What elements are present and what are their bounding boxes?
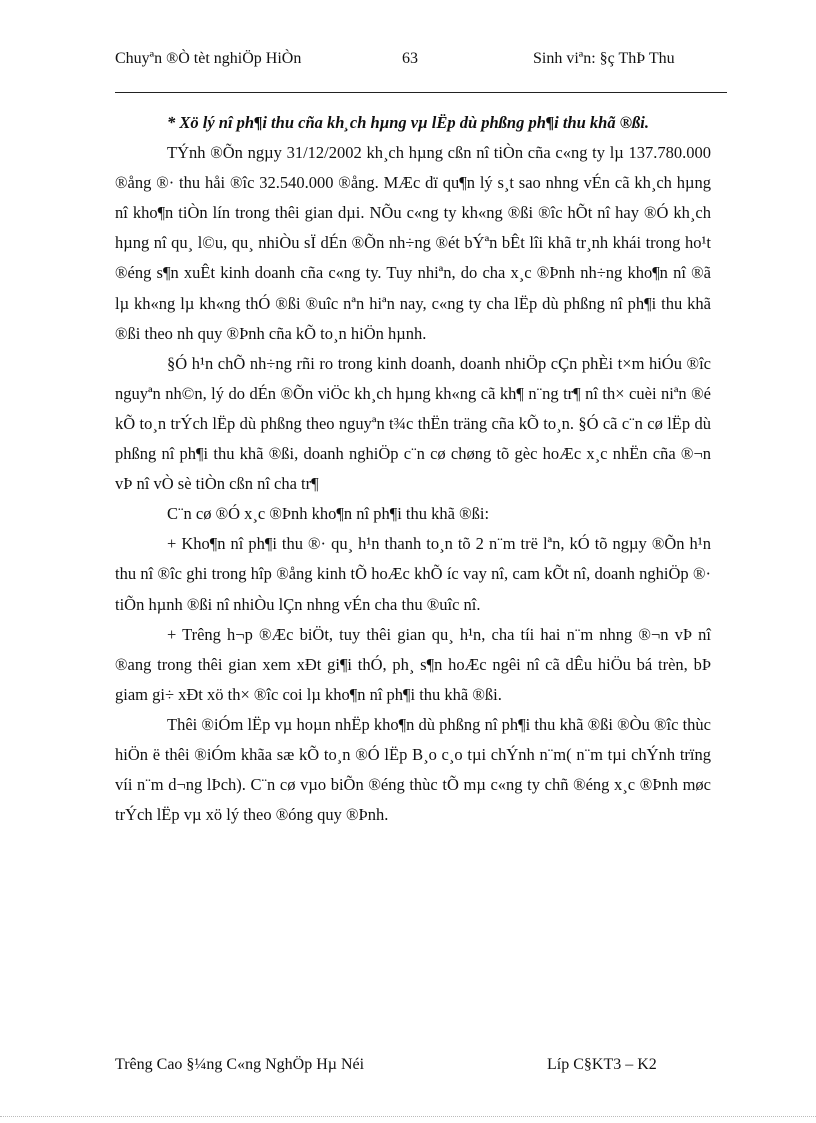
- paragraph: + Kho¶n nî ph¶i thu ®· qu¸ h¹n thanh to¸n tõ 2 n¨m trë lªn, kÓ tõ ngµy ®Õn h¹n thu nî ®îc ghi trong hîp ®ång kinh tÕ hoÆc khÕ íc vay nî, cam kÕt nî, doanh nghiÖp ®· tiÕn hµnh ®ßi nî nhiÒu lÇn nhng vÉn cha thu ®uîc nî.: [115, 534, 711, 614]
- footer-school: Trêng Cao §¼ng C«ng NghÖp Hµ Néi: [115, 1056, 365, 1073]
- section-heading: * Xö lý nî ph¶i thu cña kh¸ch hµng vµ lËp dù phßng ph¶i thu khã ®ßi.: [167, 113, 650, 132]
- header-student: Sinh viªn: §ç ThÞ Thu: [533, 50, 675, 67]
- page-number: 63: [402, 50, 418, 67]
- paragraph: §Ó h¹n chÕ nh÷ng rñi ro trong kinh doanh, doanh nhiÖp cÇn phÈi t×m hiÓu ®îc nguyªn nh©n, lý do dÉn ®Õn viÖc kh¸ch hµng kh«ng cã kh¶ n¨ng tr¶ nî th× cuèi niªn ®é kÕ to¸n trÝch lËp dù phßng theo nguyªn t¾c thËn träng cña kÕ to¸n. §Ó cã c¨n cø lËp dù phßng nî ph¶i thu khã ®ßi, doanh nghiÖp c¨n cø chøng tõ gèc hoÆc x¸c nhËn cña ®¬n vÞ nî vÒ sè tiÒn cßn nî cha tr¶: [115, 353, 711, 494]
- document-body: [115, 108, 711, 830]
- paragraph: Thêi ®iÓm lËp vµ hoµn nhËp kho¶n dù phßng nî ph¶i thu khã ®ßi ®Òu ®îc thùc hiÖn ë thêi ®iÓm khãa sæ kÕ to¸n ®Ó lËp B¸o c¸o tµi chÝnh n¨m( n¨m tµi chÝnh trïng víi n¨m d¬ng lÞch). C¨n cø vµo biÕn ®éng thùc tÕ mµ c«ng ty chñ ®éng x¸c ®Þnh møc trÝch lËp vµ xö lý theo ®óng quy ®Þnh.: [115, 714, 711, 825]
- paragraph: + Trêng h¬p ®Æc biÖt, tuy thêi gian qu¸ h¹n, cha tíi hai n¨m nhng ®¬n vÞ nî ®ang trong thêi gian xem xÐt gi¶i thÓ, ph¸ s¶n hoÆc ngêi nî cã dÊu hiÖu bá trèn, bÞ giam gi÷ xÐt xö th× ®îc coi lµ kho¶n nî ph¶i thu khã ®ßi.: [115, 624, 711, 704]
- header-title: Chuyªn ®Ò tèt nghiÖp HiÒn: [115, 50, 302, 67]
- paragraph: TÝnh ®Õn ngµy 31/12/2002 kh¸ch hµng cßn nî tiÒn cña c«ng ty lµ 137.780.000 ®ång ®· thu håi ®îc 32.540.000 ®ång. MÆc dï qu¶n lý s¸t sao nhng vÉn cã kh¸ch hµng nî kho¶n tiÒn lín trong thêi gian dµi. NÕu c«ng ty kh«ng ®ßi ®îc hÕt nî hay ®Ó kh¸ch hµng nî qu¸ l©u, qu¸ nhiÒu sÏ dÉn ®Õn nh÷ng ®ét bÝªn bÊt lîi khã tr¸nh khái trong ho¹t ®éng s¶n xuÊt kinh doanh cña c«ng ty. Tuy nhiªn, do cha x¸c ®Þnh nh÷ng kho¶n nî ®ã lµ kh«ng lµ kh«ng thÓ ®ßi ®uîc nªn hiªn nay, c«ng ty cha lËp dù phßng nî ph¶i thu khã ®ßi theo nh quy ®Þnh cña kÕ to¸n hiÖn hµnh.: [115, 143, 711, 343]
- footer-class: Líp C§KT3 – K2: [547, 1056, 657, 1073]
- page-boundary: [0, 1116, 816, 1117]
- header-divider: [115, 92, 727, 93]
- page-header: [115, 48, 727, 96]
- paragraph: C¨n cø ®Ó x¸c ®Þnh kho¶n nî ph¶i thu khã ®ßi:: [167, 504, 490, 524]
